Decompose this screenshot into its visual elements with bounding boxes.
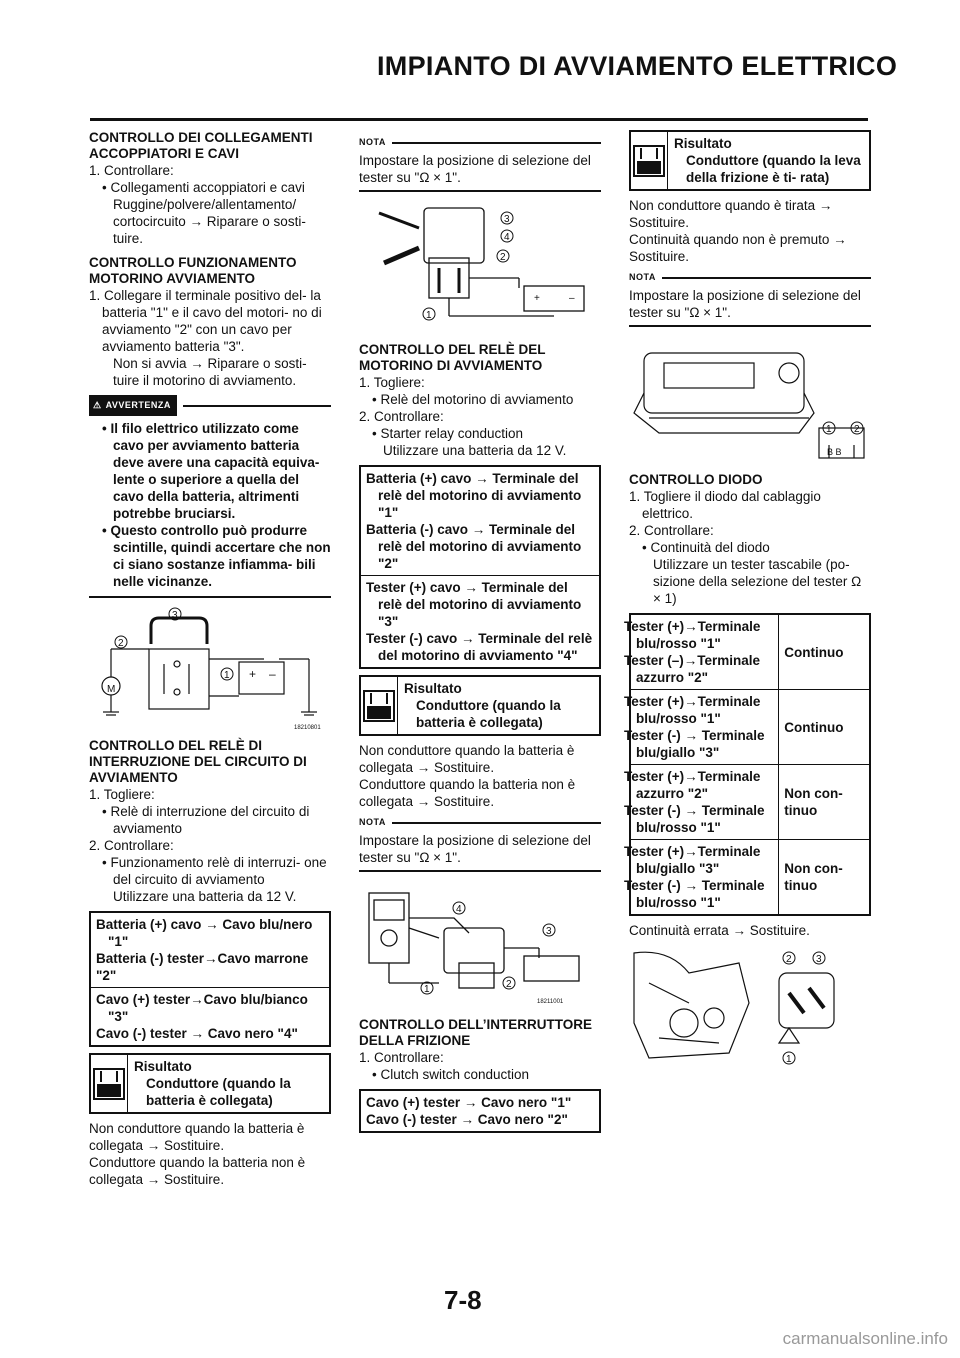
section-heading: CONTROLLO FUNZIONAMENTO MOTORINO AVVIAMENTO [89, 255, 297, 286]
tester-icon [631, 132, 668, 189]
bullet: • Relè del motorino di avviamento [372, 392, 574, 407]
note-text: Impostare la posizione di selezione del tester su "Ω × 1". [629, 288, 861, 320]
svg-text:–: – [569, 293, 575, 304]
note-text: Impostare la posizione di selezione del tester su "Ω × 1". [359, 833, 591, 865]
table-row: Tester (+)→Terminale azzurro "2" Tester (-) → Terminale blu/rosso "1" Non con- tinuo [630, 765, 870, 840]
table-row: Tester (+)→Terminale blu/rosso "1" Tester (-) → Terminale blu/giallo "3" Continuo [630, 690, 870, 765]
tester-icon [91, 1055, 128, 1112]
result-note: Continuità errata → Sostituire. [629, 923, 810, 938]
step: 2. Controllare: [629, 523, 714, 538]
svg-text:18210801: 18210801 [294, 725, 321, 731]
svg-text:+: + [249, 667, 257, 681]
svg-text:+: + [534, 293, 540, 304]
step: 1. Controllare: [89, 163, 174, 178]
step: 1. Collegare il terminale positivo del- la batteria "1" e il cavo del motori- no di avviamento "2" con un cavo per avviamento batteria "3". [89, 288, 322, 354]
connection: Cavo (-) tester → Cavo nero "4" [96, 1026, 298, 1041]
svg-text:–: – [269, 667, 276, 681]
result-text: Conduttore (quando la leva della frizione è ti- rata) [686, 153, 861, 185]
result-box [89, 1053, 331, 1114]
svg-text:M: M [107, 684, 116, 695]
step: 1. Togliere: [359, 375, 425, 390]
bullet: • Collegamenti accoppiatori e cavi Ruggine/polvere/allentamento/ cortocircuito → Riparare o sosti- tuire. [102, 180, 306, 246]
section-heading: CONTROLLO DIODO [629, 472, 763, 487]
step-note: Utilizzare un tester tascabile (po- sizione della selezione del tester Ω × 1) [653, 557, 862, 606]
svg-text:1: 1 [826, 424, 832, 435]
section-heading: CONTROLLO DEI COLLEGAMENTI ACCOPPIATORI E CAVI [89, 130, 313, 161]
svg-text:2: 2 [506, 979, 512, 990]
svg-text:2: 2 [786, 954, 792, 965]
connection: Cavo (-) tester → Cavo nero "2" [366, 1112, 568, 1127]
step: 2. Controllare: [89, 838, 174, 853]
result-box [359, 675, 601, 736]
section-heading: CONTROLLO DEL RELÈ DI INTERRUZIONE DEL CIRCUITO DI AVVIAMENTO [89, 738, 307, 785]
header-rule [90, 118, 868, 121]
svg-text:4: 4 [456, 904, 462, 915]
column-3 [624, 130, 871, 1077]
bullet: • Relè di interruzione del circuito di avviamento [102, 804, 310, 836]
watermark: carmanualsonline.info [782, 1329, 948, 1348]
tester-icon [361, 677, 398, 734]
table-row: Tester (+)→Terminale blu/rosso "1" Tester (–)→Terminale azzurro "2" Continuo [630, 614, 870, 690]
step-note: Utilizzare una batteria da 12 V. [113, 889, 297, 904]
svg-text:3: 3 [504, 214, 510, 225]
section-heading: CONTROLLO DEL RELÈ DEL MOTORINO DI AVVIAMENTO [359, 342, 546, 373]
result-note: Non conduttore quando la batteria è collegata → Sostituire. [89, 1121, 305, 1153]
result-note: Conduttore quando la batteria non è collegata → Sostituire. [359, 777, 576, 809]
column-2 [359, 130, 601, 1139]
result-title: Risultato [134, 1059, 192, 1074]
svg-text:B B: B B [827, 447, 842, 457]
result-note: Conduttore quando la batteria non è collegata → Sostituire. [89, 1155, 306, 1187]
starter-relay-diagram [359, 198, 601, 338]
note-block: NOTA Impostare la posizione di selezione del tester su "Ω × 1". [629, 269, 871, 327]
bullet: • Clutch switch conduction [372, 1067, 530, 1082]
result-note: Continuità quando non è premuto → Sostituire. [629, 232, 847, 264]
connection: Cavo (+) tester → Cavo nero "1" [366, 1095, 572, 1110]
svg-text:3: 3 [546, 926, 552, 937]
svg-text:1: 1 [224, 670, 230, 681]
svg-text:1: 1 [424, 984, 430, 995]
svg-text:4: 4 [504, 232, 510, 243]
note-text: Impostare la posizione di selezione del tester su "Ω × 1". [359, 153, 591, 185]
result-text: Conduttore (quando la batteria è collegata) [416, 698, 561, 730]
result-title: Risultato [674, 136, 732, 151]
svg-text:2: 2 [854, 424, 860, 435]
note-block: NOTA Impostare la posizione di selezione del tester su "Ω × 1". [359, 814, 601, 872]
diode-location-diagram [629, 943, 871, 1073]
connection: Batteria (+) cavo → Cavo blu/nero "1" [96, 917, 313, 949]
step: 1. Controllare: [359, 1050, 444, 1065]
step: 1. Togliere il diodo dal cablaggio elettrico. [629, 489, 821, 521]
warning-badge: ⚠ AVVERTENZA [89, 395, 177, 416]
result-box [629, 130, 871, 191]
svg-text:1: 1 [786, 1054, 792, 1065]
starter-motor-diagram [89, 604, 331, 734]
result-note: Non conduttore quando è tirata → Sostituire. [629, 198, 833, 230]
bullet: • Starter relay conduction [372, 426, 524, 441]
connection: Batteria (+) cavo → Terminale del relè del motorino di avviamento "1" [366, 471, 582, 520]
section-heading: CONTROLLO DELL’INTERRUTTORE DELLA FRIZIONE [359, 1017, 592, 1048]
step-note: Utilizzare una batteria da 12 V. [383, 443, 567, 458]
diode-table [624, 613, 871, 916]
clutch-switch-diagram [629, 333, 871, 468]
svg-text:2: 2 [500, 252, 506, 263]
warning-block [89, 395, 331, 598]
warning-item: • Questo controllo può produrre scintille, quindi accertare che non ci siano sostanze infiamma- bili nelle vicinanze. [102, 523, 331, 589]
svg-text:3: 3 [816, 954, 822, 965]
step: 2. Controllare: [359, 409, 444, 424]
svg-text:1: 1 [426, 310, 432, 321]
result-text: Conduttore (quando la batteria è collegata) [146, 1076, 291, 1108]
step-note: Non si avvia → Riparare o sosti- tuire il motorino di avviamento. [113, 356, 307, 388]
page-header-title: IMPIANTO DI AVVIAMENTO ELETTRICO [377, 51, 898, 81]
warning-item: • Il filo elettrico utilizzato come cavo per avviamento batteria deve avere una capacità equiva- lente o superiore a quella del cavo della batteria, altrimenti potrebbe bruciarsi. [102, 421, 320, 521]
result-note: Non conduttore quando la batteria è collegata → Sostituire. [359, 743, 575, 775]
page-number: 7-8 [444, 1285, 482, 1315]
svg-text:2: 2 [118, 638, 124, 649]
connection-box [359, 1089, 601, 1133]
note-block: NOTA Impostare la posizione di selezione del tester su "Ω × 1". [359, 134, 601, 192]
connection: Batteria (-) cavo → Terminale del relè del motorino di avviamento "2" [366, 522, 582, 571]
connection-box [89, 911, 331, 1047]
connection: Tester (+) cavo → Terminale del relè del motorino di avviamento "3" [366, 580, 582, 629]
warning-icon: ⚠ [93, 400, 102, 410]
connection-box [359, 465, 601, 669]
bullet: • Funzionamento relè di interruzi- one del circuito di avviamento [102, 855, 327, 887]
table-row: Tester (+)→Terminale blu/giallo "3" Tester (-) → Terminale blu/rosso "1" Non con- tinuo [630, 840, 870, 916]
connection: Tester (-) cavo → Terminale del relè del motorino di avviamento "4" [366, 631, 593, 663]
step: 1. Togliere: [89, 787, 155, 802]
result-title: Risultato [404, 681, 462, 696]
svg-text:18211001: 18211001 [537, 999, 564, 1005]
connection: Batteria (-) tester→Cavo marrone "2" [96, 951, 309, 983]
bullet: • Continuità del diodo [642, 540, 770, 555]
connection: Cavo (+) tester→Cavo blu/bianco "3" [96, 992, 308, 1024]
relay-tester-diagram [359, 878, 601, 1013]
svg-text:3: 3 [172, 610, 178, 621]
column-1 [89, 130, 331, 1188]
